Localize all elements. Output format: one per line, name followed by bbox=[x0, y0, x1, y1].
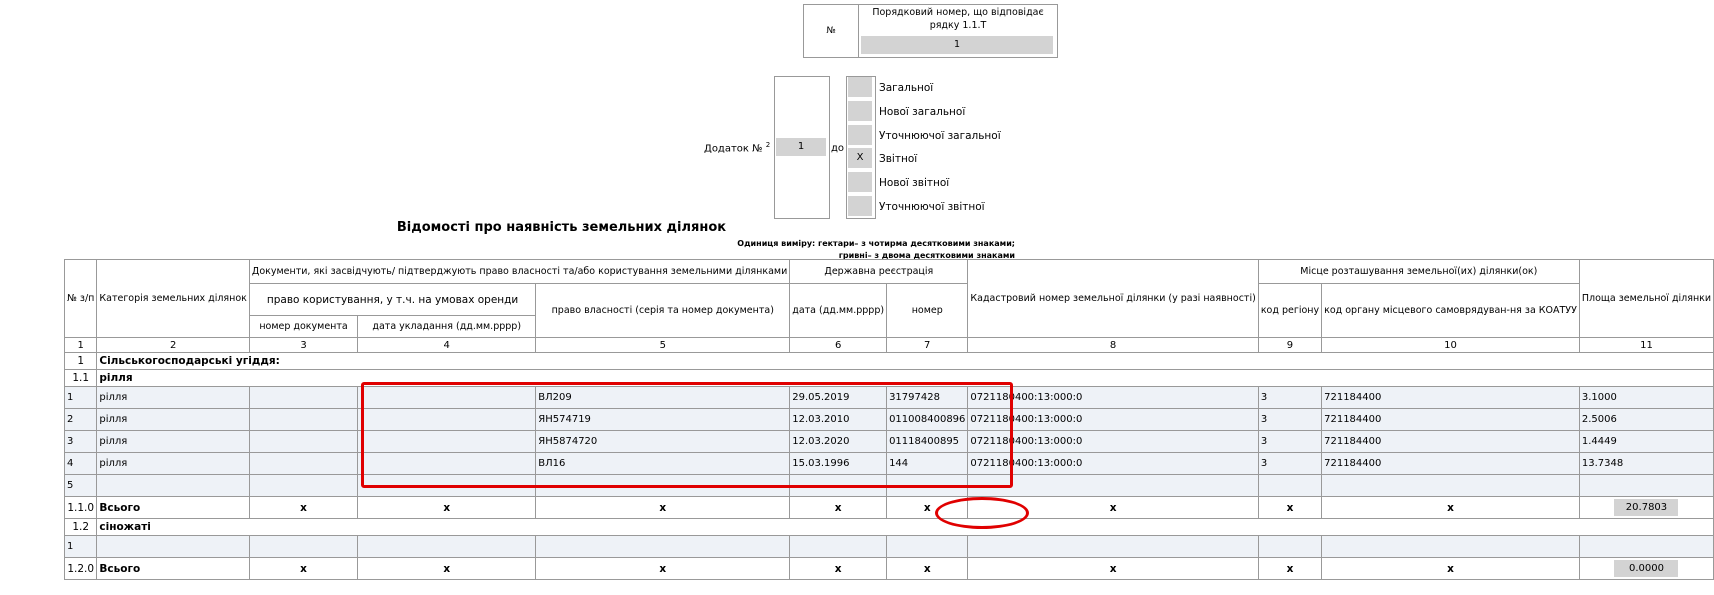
x-mark: x bbox=[968, 497, 1258, 519]
section-title: рілля bbox=[97, 370, 1714, 387]
reg-number-cell[interactable]: 011008400896 bbox=[887, 409, 968, 431]
header-reg-number: номер bbox=[887, 284, 968, 338]
koatuu-cell[interactable] bbox=[1322, 536, 1580, 558]
area-cell[interactable]: 1.4449 bbox=[1579, 431, 1713, 453]
col-number: 2 bbox=[97, 338, 250, 353]
header-conclusion-date: дата укладання (дд.мм.рррр) bbox=[358, 316, 536, 338]
col-number: 9 bbox=[1258, 338, 1321, 353]
dodatok-number-field[interactable]: 1 bbox=[776, 138, 826, 156]
doc-number-cell[interactable] bbox=[249, 453, 357, 475]
doc-number-cell[interactable] bbox=[249, 409, 357, 431]
report-type-label: Нової загальної bbox=[879, 106, 966, 118]
cadastral-cell[interactable]: 0721180400:13:000:0 bbox=[968, 409, 1258, 431]
region-code-cell[interactable] bbox=[1258, 536, 1321, 558]
highlight-rectangle bbox=[361, 382, 1013, 488]
total-label: Всього bbox=[97, 558, 250, 580]
area-cell[interactable]: 2.5006 bbox=[1579, 409, 1713, 431]
row-number[interactable]: 1 bbox=[65, 387, 97, 409]
reg-number-cell[interactable]: 31797428 bbox=[887, 387, 968, 409]
col-number: 1 bbox=[65, 338, 97, 353]
report-type-checkbox-new-reporting[interactable] bbox=[848, 172, 872, 192]
row-number-box bbox=[803, 4, 1058, 58]
region-code-cell[interactable]: 3 bbox=[1258, 409, 1321, 431]
ownership-cell[interactable]: ЯН574719 bbox=[536, 409, 790, 431]
x-mark: x bbox=[536, 558, 790, 580]
header-area: Площа земельної ділянки bbox=[1579, 260, 1713, 338]
header-region-code: код регіону bbox=[1258, 284, 1321, 338]
col-number: 11 bbox=[1579, 338, 1713, 353]
total-row bbox=[65, 497, 1714, 519]
row-number[interactable]: 5 bbox=[65, 475, 97, 497]
report-type-checkbox-general[interactable] bbox=[848, 77, 872, 97]
x-mark: x bbox=[1258, 558, 1321, 580]
category-cell[interactable] bbox=[97, 536, 250, 558]
x-mark: x bbox=[968, 558, 1258, 580]
category-cell[interactable]: рілля bbox=[97, 453, 250, 475]
ownership-cell[interactable]: ЯН5874720 bbox=[536, 431, 790, 453]
x-mark: x bbox=[358, 497, 536, 519]
ownership-cell[interactable]: ВЛ209 bbox=[536, 387, 790, 409]
conclusion-date-cell[interactable] bbox=[358, 536, 536, 558]
total-number: 1.2.0 bbox=[65, 558, 97, 580]
reg-date-cell[interactable]: 12.03.2020 bbox=[790, 431, 887, 453]
header-location: Місце розташування земельної(их) ділянки(ок) bbox=[1258, 260, 1579, 284]
total-label: Всього bbox=[97, 497, 250, 519]
document-title: Відомості про наявність земельних ділянок bbox=[396, 220, 727, 235]
x-mark: x bbox=[249, 558, 357, 580]
x-mark: x bbox=[1322, 497, 1580, 519]
number-description: Порядковий номер, що відповідає рядку 1.1.Т bbox=[872, 7, 1044, 31]
section-title: сіножаті bbox=[97, 519, 1714, 536]
x-mark: x bbox=[1322, 558, 1580, 580]
section-number: 1.1 bbox=[65, 370, 97, 387]
header-no: № з/п bbox=[65, 260, 97, 338]
report-type-label: Звітної bbox=[879, 153, 918, 165]
do-label: до bbox=[831, 143, 845, 154]
reg-number-cell[interactable]: 144 bbox=[887, 453, 968, 475]
row-number-field[interactable]: 1 bbox=[861, 36, 1053, 54]
report-type-checkbox-reporting[interactable]: X bbox=[848, 148, 872, 168]
header-ownership: право власності (серія та номер документа) bbox=[536, 284, 790, 338]
units-line-1: Одиниця виміру: гектари– з чотирма десятковими знаками; bbox=[737, 239, 1015, 248]
dodatok-label: Додаток № $^2$ bbox=[704, 141, 771, 155]
category-cell[interactable]: рілля bbox=[97, 409, 250, 431]
header-use-right: право користування, у т.ч. на умовах оренди bbox=[249, 284, 535, 316]
header-reg-date: дата (дд.мм.рррр) bbox=[790, 284, 887, 338]
ownership-cell[interactable]: ВЛ16 bbox=[536, 453, 790, 475]
x-mark: x bbox=[536, 497, 790, 519]
header-cadastral: Кадастровий номер земельної ділянки (у разі наявності) bbox=[968, 260, 1258, 338]
units-line-2: гривні– з двома десятковими знаками bbox=[838, 251, 1015, 260]
doc-number-cell[interactable] bbox=[249, 536, 357, 558]
cadastral-cell[interactable] bbox=[968, 536, 1258, 558]
category-cell[interactable] bbox=[97, 475, 250, 497]
total-row bbox=[65, 558, 1714, 580]
total-number: 1.1.0 bbox=[65, 497, 97, 519]
x-mark: x bbox=[790, 497, 887, 519]
col-number: 10 bbox=[1322, 338, 1580, 353]
col-number: 7 bbox=[887, 338, 968, 353]
x-mark: x bbox=[790, 558, 887, 580]
koatuu-cell[interactable] bbox=[1322, 475, 1580, 497]
header-documents: Документи, які засвідчують/ підтверджують право власності та/або користування земельними ділянками bbox=[249, 260, 789, 284]
doc-number-cell[interactable] bbox=[249, 431, 357, 453]
koatuu-cell[interactable]: 721184400 bbox=[1322, 453, 1580, 475]
reg-date-cell[interactable]: 29.05.2019 bbox=[790, 387, 887, 409]
koatuu-cell[interactable]: 721184400 bbox=[1322, 387, 1580, 409]
section-number: 1.2 bbox=[65, 519, 97, 536]
area-cell[interactable] bbox=[1579, 536, 1713, 558]
col-number: 3 bbox=[249, 338, 357, 353]
reg-date-cell[interactable] bbox=[790, 536, 887, 558]
x-mark: x bbox=[1258, 497, 1321, 519]
x-mark: x bbox=[249, 497, 357, 519]
total-area-cell bbox=[1579, 497, 1713, 519]
report-type-label: Загальної bbox=[879, 82, 934, 94]
reg-date-cell[interactable]: 15.03.1996 bbox=[790, 453, 887, 475]
cadastral-cell[interactable]: 0721180400:13:000:0 bbox=[968, 453, 1258, 475]
header-doc-number: номер документа bbox=[249, 316, 357, 338]
report-type-label: Уточнюючої звітної bbox=[879, 201, 985, 213]
total-area-value: 0.0000 bbox=[1614, 560, 1678, 577]
report-type-checkbox-clarifying-reporting[interactable] bbox=[848, 196, 872, 216]
table-row bbox=[65, 536, 1714, 558]
cadastral-cell[interactable]: 0721180400:13:000:0 bbox=[968, 387, 1258, 409]
reg-number-cell[interactable] bbox=[887, 536, 968, 558]
area-cell[interactable]: 13.7348 bbox=[1579, 453, 1713, 475]
reg-date-cell[interactable]: 12.03.2010 bbox=[790, 409, 887, 431]
row-number[interactable]: 4 bbox=[65, 453, 97, 475]
koatuu-cell[interactable]: 721184400 bbox=[1322, 431, 1580, 453]
col-number: 4 bbox=[358, 338, 536, 353]
region-code-cell[interactable]: 3 bbox=[1258, 431, 1321, 453]
report-type-checkbox-clarifying-general[interactable] bbox=[848, 125, 872, 145]
x-mark: x bbox=[887, 497, 968, 519]
koatuu-cell[interactable]: 721184400 bbox=[1322, 409, 1580, 431]
row-number[interactable]: 1 bbox=[65, 536, 97, 558]
doc-number-cell[interactable] bbox=[249, 475, 357, 497]
doc-number-cell[interactable] bbox=[249, 387, 357, 409]
region-code-cell[interactable] bbox=[1258, 475, 1321, 497]
report-type-label: Уточнюючої загальної bbox=[879, 130, 1001, 142]
header-category: Категорія земельних ділянок bbox=[97, 260, 250, 338]
section-title: Сільськогосподарські угіддя: bbox=[97, 353, 1714, 370]
total-area-cell bbox=[1579, 558, 1713, 580]
header-state-registration: Державна реєстрація bbox=[790, 260, 968, 284]
col-number: 5 bbox=[536, 338, 790, 353]
total-area-value: 20.7803 bbox=[1614, 499, 1678, 516]
x-mark: x bbox=[358, 558, 536, 580]
header-koatuu: код органу місцевого самоврядуван-ня за КОАТУУ bbox=[1322, 284, 1580, 338]
ownership-cell[interactable] bbox=[536, 536, 790, 558]
category-cell[interactable]: рілля bbox=[97, 387, 250, 409]
region-code-cell[interactable]: 3 bbox=[1258, 387, 1321, 409]
row-number[interactable]: 3 bbox=[65, 431, 97, 453]
category-cell[interactable]: рілля bbox=[97, 431, 250, 453]
area-cell[interactable]: 3.1000 bbox=[1579, 387, 1713, 409]
col-number: 6 bbox=[790, 338, 887, 353]
section-number: 1 bbox=[65, 353, 97, 370]
col-number: 8 bbox=[968, 338, 1258, 353]
row-number[interactable]: 2 bbox=[65, 409, 97, 431]
region-code-cell[interactable]: 3 bbox=[1258, 453, 1321, 475]
report-type-label: Нової звітної bbox=[879, 177, 950, 189]
number-label: № bbox=[804, 5, 859, 57]
highlight-oval bbox=[935, 497, 1029, 529]
area-cell[interactable] bbox=[1579, 475, 1713, 497]
reg-number-cell[interactable]: 01118400895 bbox=[887, 431, 968, 453]
cadastral-cell[interactable]: 0721180400:13:000:0 bbox=[968, 431, 1258, 453]
report-type-checkbox-new-general[interactable] bbox=[848, 101, 872, 121]
x-mark: x bbox=[887, 558, 968, 580]
